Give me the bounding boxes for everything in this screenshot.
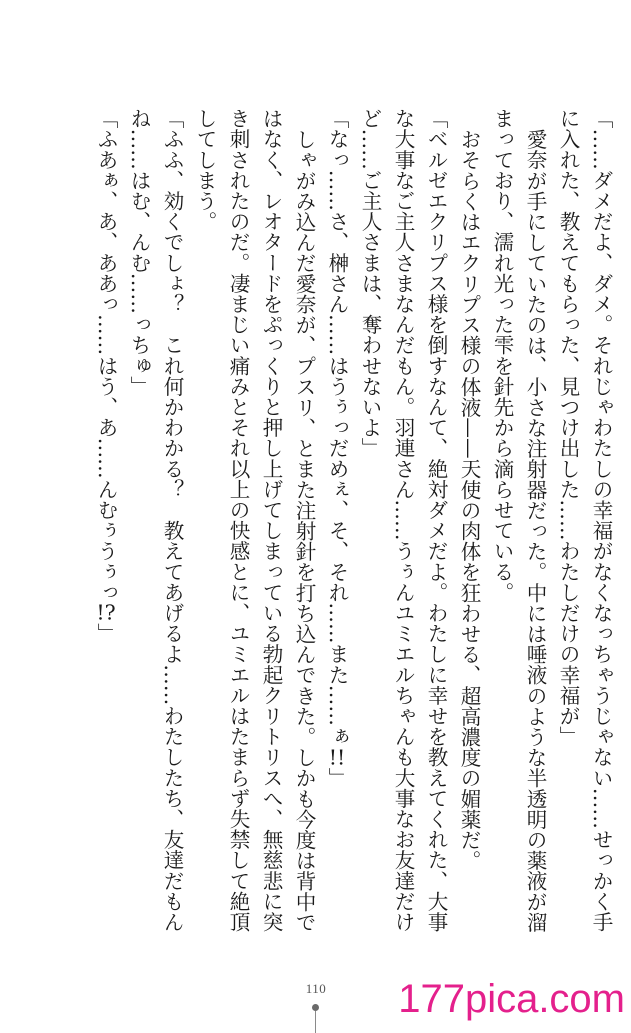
text-column: はなく、レオタードをぷっくりと押し上げてしまっている勃起クリトリスへ、無慈悲に突 (259, 108, 283, 932)
text-column: 「……ダメだよ、ダメ。それじゃわたしの幸福がなくなっちゃうじゃない……せっかく手 (589, 108, 613, 932)
text-column: まっており、濡れ光った雫を針先から滴らせている。 (490, 108, 514, 603)
text-column: き刺されたのだ。凄まじい痛みとそれ以上の快感とに、ユミエルはたまらず失禁して絶頂 (226, 108, 250, 932)
text-column: 「ベルゼエクリプス様を倒すなんて、絶対ダメだよ。わたしに幸せを教えてくれた、大事 (424, 108, 448, 932)
text-column: 愛奈が手にしていたのは、小さな注射器だった。中には唾液のような半透明の薬液が溜 (523, 128, 547, 932)
text-column: 「ふふ、効くでしょ？ これ何かわかる？ 教えてあげるよ……わたしたち、友達だもん (160, 108, 184, 932)
page-marker-dot-icon (312, 1004, 319, 1011)
text-column: な大事なご主人さまなんだもん。羽連さん……うぅんユミエルちゃんも大事なお友達だけ (391, 108, 415, 932)
text-column: に入れた、教えてもらった、見つけ出した……わたしだけの幸福が」 (556, 108, 580, 747)
page-number: 110 (305, 981, 327, 996)
text-column: 「なっ……さ、榊さん……はうぅっだめぇ、そ、それ……また……ぁ!!」 (325, 108, 349, 788)
combined-punctuation: !? (96, 602, 116, 623)
text-column: しゃがみ込んだ愛奈が、プスリ、とまた注射針を打ち込んできた。しかも今度は背中で (292, 128, 316, 932)
body-text (89, 108, 617, 938)
text-column: 「ふあぁ、あ、ああっ……はう、あ……んむぅうぅっ!?」 (94, 108, 118, 644)
page-marker-line (315, 1011, 316, 1033)
watermark-logo: 177pica.com (398, 977, 625, 1021)
text-column: ね……はむ、んむ……っちゅ」 (127, 108, 151, 397)
text-column: おそらくはエクリプス様の体液——天使の肉体を狂わせる、超高濃度の媚薬だ。 (457, 128, 481, 871)
combined-punctuation: !! (328, 746, 346, 768)
text-column: ど……ご主人さまは、奪わせないよ」 (358, 108, 382, 459)
text-column: してしまう。 (193, 108, 217, 232)
